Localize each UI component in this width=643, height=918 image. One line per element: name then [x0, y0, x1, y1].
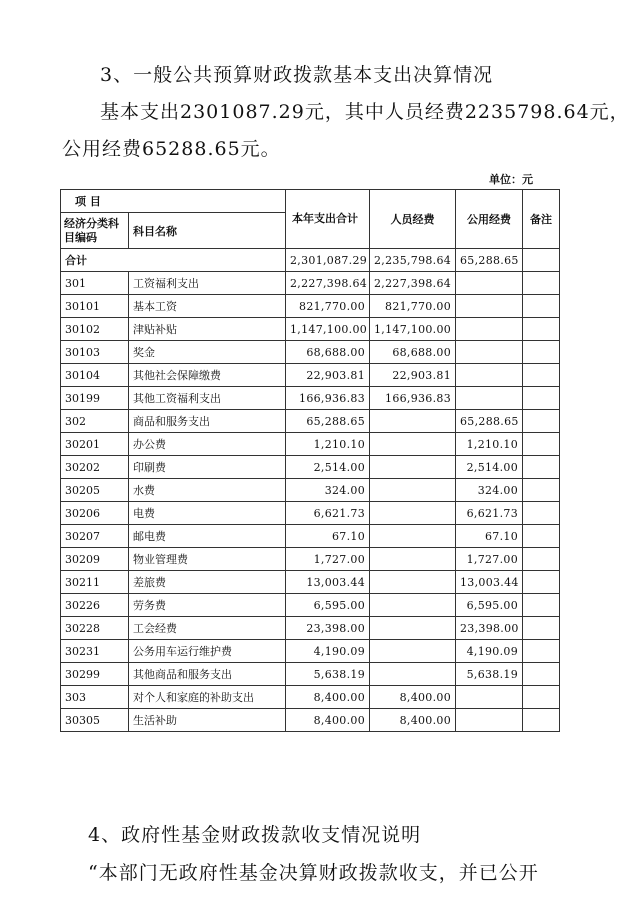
- header-code: 经济分类科目编码: [61, 213, 129, 249]
- row-total: 324.00: [286, 479, 370, 502]
- header-project: 项 目: [61, 190, 286, 213]
- row-note: [523, 502, 560, 525]
- row-note: [523, 709, 560, 732]
- row-name: 印刷费: [129, 456, 286, 479]
- table-row: [61, 410, 560, 433]
- row-name: 其他商品和服务支出: [129, 663, 286, 686]
- row-total: 6,595.00: [286, 594, 370, 617]
- row-public: [456, 341, 523, 364]
- row-note: [523, 525, 560, 548]
- total-public: 65,288.65: [456, 249, 523, 272]
- table-row: [61, 479, 560, 502]
- row-name: 水费: [129, 479, 286, 502]
- row-public: 324.00: [456, 479, 523, 502]
- row-name: 对个人和家庭的补助支出: [129, 686, 286, 709]
- row-total: 6,621.73: [286, 502, 370, 525]
- row-code: 30199: [61, 387, 129, 410]
- table-row: [61, 364, 560, 387]
- table-row: [61, 548, 560, 571]
- row-public: [456, 709, 523, 732]
- row-personnel: 166,936.83: [370, 387, 456, 410]
- table-row: [61, 272, 560, 295]
- header-name: 科目名称: [129, 213, 286, 249]
- row-name: 差旅费: [129, 571, 286, 594]
- row-code: 30209: [61, 548, 129, 571]
- row-code: 30211: [61, 571, 129, 594]
- row-name: 基本工资: [129, 295, 286, 318]
- row-code: 30202: [61, 456, 129, 479]
- row-name: 公务用车运行维护费: [129, 640, 286, 663]
- section-heading-3: 3、一般公共预算财政拨款基本支出决算情况: [100, 64, 494, 86]
- row-total: 4,190.09: [286, 640, 370, 663]
- row-personnel: [370, 617, 456, 640]
- row-public: 23,398.00: [456, 617, 523, 640]
- row-code: 30206: [61, 502, 129, 525]
- row-note: [523, 272, 560, 295]
- row-personnel: [370, 663, 456, 686]
- section-heading-4: 4、政府性基金财政拨款收支情况说明: [88, 824, 422, 846]
- total-amount: 2,301,087.29: [286, 249, 370, 272]
- row-code: 30101: [61, 295, 129, 318]
- row-code: 30231: [61, 640, 129, 663]
- row-code: 30299: [61, 663, 129, 686]
- row-personnel: [370, 502, 456, 525]
- row-note: [523, 456, 560, 479]
- row-note: [523, 479, 560, 502]
- row-personnel: 68,688.00: [370, 341, 456, 364]
- table-row: [61, 571, 560, 594]
- header-personnel: 人员经费: [370, 190, 456, 249]
- row-public: 67.10: [456, 525, 523, 548]
- row-personnel: 22,903.81: [370, 364, 456, 387]
- table-row: [61, 456, 560, 479]
- table-row: [61, 617, 560, 640]
- table-row: [61, 295, 560, 318]
- row-code: 30207: [61, 525, 129, 548]
- row-public: [456, 364, 523, 387]
- table-row: [61, 525, 560, 548]
- row-total: 22,903.81: [286, 364, 370, 387]
- row-name: 其他工资福利支出: [129, 387, 286, 410]
- row-code: 30102: [61, 318, 129, 341]
- summary-paragraph-line-1: 基本支出2301087.29元，其中人员经费2235798.64元，: [100, 101, 630, 123]
- row-note: [523, 594, 560, 617]
- row-code: 30305: [61, 709, 129, 732]
- row-note: [523, 295, 560, 318]
- row-total: 13,003.44: [286, 571, 370, 594]
- row-public: 1,727.00: [456, 548, 523, 571]
- unit-label: 单位：元: [489, 173, 533, 186]
- row-public: [456, 686, 523, 709]
- row-code: 30226: [61, 594, 129, 617]
- header-note: 备注: [523, 190, 560, 249]
- row-note: [523, 617, 560, 640]
- row-code: 30103: [61, 341, 129, 364]
- row-name: 工资福利支出: [129, 272, 286, 295]
- row-personnel: [370, 594, 456, 617]
- row-public: [456, 387, 523, 410]
- row-name: 邮电费: [129, 525, 286, 548]
- basic-expenditure-table: [60, 189, 560, 732]
- row-code: 303: [61, 686, 129, 709]
- row-personnel: [370, 410, 456, 433]
- row-code: 302: [61, 410, 129, 433]
- row-note: [523, 364, 560, 387]
- row-total: 8,400.00: [286, 709, 370, 732]
- row-note: [523, 640, 560, 663]
- table-row: [61, 709, 560, 732]
- total-note: [523, 249, 560, 272]
- table-row: [61, 387, 560, 410]
- row-total: 166,936.83: [286, 387, 370, 410]
- table-row: [61, 663, 560, 686]
- row-total: 1,210.10: [286, 433, 370, 456]
- table-row: [61, 341, 560, 364]
- row-name: 电费: [129, 502, 286, 525]
- row-code: 30205: [61, 479, 129, 502]
- row-name: 商品和服务支出: [129, 410, 286, 433]
- row-personnel: [370, 433, 456, 456]
- table-row: [61, 686, 560, 709]
- row-total: 821,770.00: [286, 295, 370, 318]
- row-personnel: [370, 479, 456, 502]
- table-row: [61, 640, 560, 663]
- row-name: 劳务费: [129, 594, 286, 617]
- table-row: [61, 594, 560, 617]
- table-row: [61, 502, 560, 525]
- row-public: 65,288.65: [456, 410, 523, 433]
- row-note: [523, 341, 560, 364]
- row-note: [523, 318, 560, 341]
- row-total: 1,727.00: [286, 548, 370, 571]
- row-personnel: [370, 456, 456, 479]
- row-note: [523, 571, 560, 594]
- row-total: 2,514.00: [286, 456, 370, 479]
- total-label: 合计: [61, 249, 286, 272]
- row-public: 2,514.00: [456, 456, 523, 479]
- row-code: 30201: [61, 433, 129, 456]
- row-personnel: [370, 640, 456, 663]
- row-public: [456, 272, 523, 295]
- row-total: 2,227,398.64: [286, 272, 370, 295]
- row-personnel: [370, 571, 456, 594]
- row-code: 30104: [61, 364, 129, 387]
- row-name: 津贴补贴: [129, 318, 286, 341]
- row-public: 5,638.19: [456, 663, 523, 686]
- fund-paragraph: “本部门无政府性基金决算财政拨款收支，并已公开: [88, 862, 539, 884]
- row-note: [523, 686, 560, 709]
- row-total: 65,288.65: [286, 410, 370, 433]
- row-total: 23,398.00: [286, 617, 370, 640]
- row-public: 6,621.73: [456, 502, 523, 525]
- summary-paragraph-line-2: 公用经费65288.65元。: [62, 138, 281, 160]
- row-code: 301: [61, 272, 129, 295]
- row-total: 1,147,100.00: [286, 318, 370, 341]
- row-note: [523, 410, 560, 433]
- row-total: 67.10: [286, 525, 370, 548]
- row-public: 13,003.44: [456, 571, 523, 594]
- row-name: 生活补助: [129, 709, 286, 732]
- row-name: 物业管理费: [129, 548, 286, 571]
- row-personnel: [370, 548, 456, 571]
- row-name: 办公费: [129, 433, 286, 456]
- row-note: [523, 433, 560, 456]
- row-note: [523, 387, 560, 410]
- header-public: 公用经费: [456, 190, 523, 249]
- row-public: [456, 295, 523, 318]
- total-personnel: 2,235,798.64: [370, 249, 456, 272]
- row-personnel: 821,770.00: [370, 295, 456, 318]
- row-public: 1,210.10: [456, 433, 523, 456]
- row-total: 5,638.19: [286, 663, 370, 686]
- row-name: 其他社会保障缴费: [129, 364, 286, 387]
- row-name: 奖金: [129, 341, 286, 364]
- table-row: [61, 433, 560, 456]
- header-total: 本年支出合计: [286, 190, 370, 249]
- row-note: [523, 548, 560, 571]
- row-personnel: 8,400.00: [370, 709, 456, 732]
- row-personnel: 8,400.00: [370, 686, 456, 709]
- row-personnel: 2,227,398.64: [370, 272, 456, 295]
- row-total: 68,688.00: [286, 341, 370, 364]
- row-name: 工会经费: [129, 617, 286, 640]
- row-public: [456, 318, 523, 341]
- row-personnel: 1,147,100.00: [370, 318, 456, 341]
- row-public: 6,595.00: [456, 594, 523, 617]
- row-code: 30228: [61, 617, 129, 640]
- row-note: [523, 663, 560, 686]
- total-row: [61, 249, 560, 272]
- row-public: 4,190.09: [456, 640, 523, 663]
- row-total: 8,400.00: [286, 686, 370, 709]
- table-row: [61, 318, 560, 341]
- row-personnel: [370, 525, 456, 548]
